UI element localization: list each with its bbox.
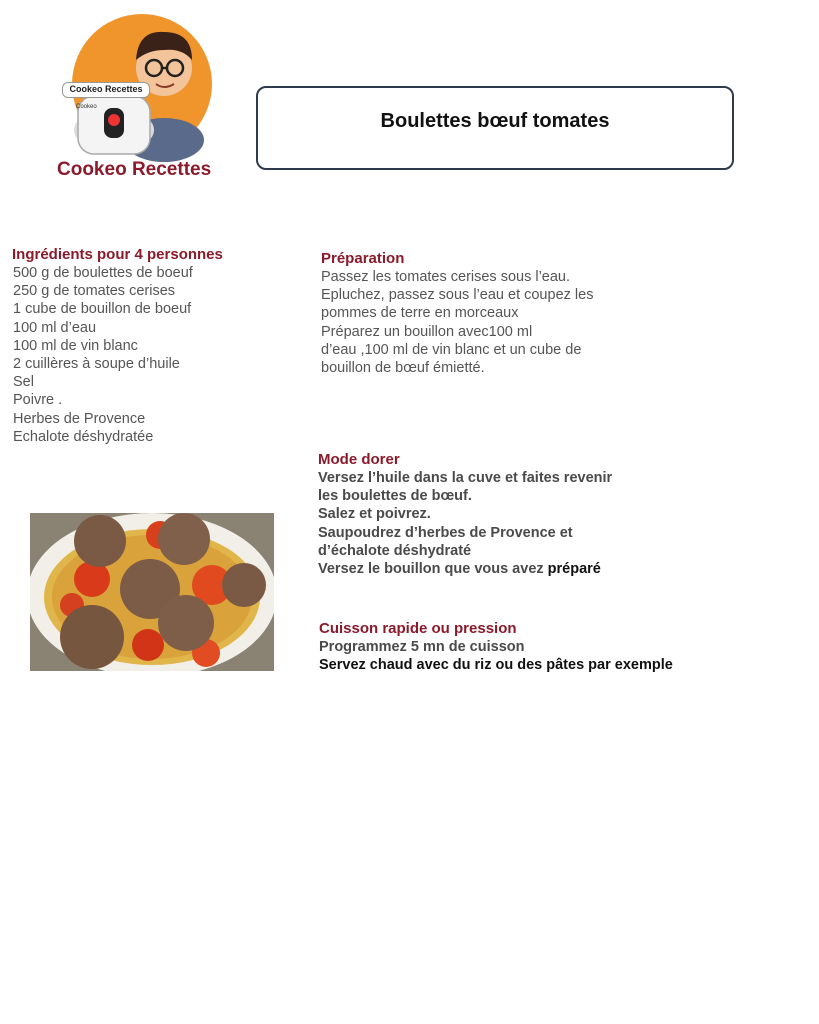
logo-badge [62,82,150,98]
ingredients-heading: Ingrédients pour 4 personnes [12,246,223,263]
preparation-line: pommes de terre en morceaux [321,305,519,322]
mode-dorer-line: d’échalote déshydraté [318,542,472,559]
logo-device-text: Cookeo [76,104,97,110]
mode-dorer-line: Salez et poivrez. [318,506,431,523]
preparation-line: bouillon de bœuf émietté. [321,360,485,377]
ingredient-item: 100 ml de vin blanc [13,337,138,354]
ingredient-item: Poivre . [13,392,63,409]
ingredient-item: Echalote déshydratée [13,428,154,445]
mode-dorer-text [318,469,612,578]
cuisson-heading: Cuisson rapide ou pression [319,620,517,637]
recipe-title-box [256,86,734,170]
preparation-heading: Préparation [321,250,405,267]
cuisson-line: Servez chaud avec du riz ou des pâtes par exemple [319,657,673,674]
mode-dorer-heading: Mode dorer [318,451,400,468]
ingredient-item: 500 g de boulettes de boeuf [13,265,193,281]
mode-dorer-line: Saupoudrez d’herbes de Provence et [318,524,573,541]
ingredient-item: 250 g de tomates cerises [13,283,176,300]
recipe-title: Boulettes bœuf tomates [380,110,610,132]
preparation-text [321,268,593,377]
preparation-line: Passez les tomates cerises sous l’eau. [321,269,571,285]
mode-dorer-last-end: préparé [547,561,601,578]
ingredients-list [13,264,193,446]
cuisson-text [319,638,673,674]
dish-illustration [30,513,274,671]
mode-dorer-line: les boulettes de bœuf. [318,488,472,505]
cuisson-line: Programmez 5 mn de cuisson [319,639,525,655]
ingredient-item: Sel [13,374,34,391]
ingredient-item: 1 cube de bouillon de boeuf [13,301,192,318]
ingredient-item: 2 cuillères à soupe d’huile [13,356,180,373]
ingredient-item: 100 ml d’eau [13,319,97,336]
mode-dorer-last-start: Versez le bouillon que vous avez [318,561,548,578]
preparation-line: Epluchez, passez sous l’eau et coupez les [321,287,594,304]
mode-dorer-last-line [318,560,612,578]
preparation-line: d’eau ,100 ml de vin blanc et un cube de [321,341,582,358]
mode-dorer-line: Versez l’huile dans la cuve et faites revenir [318,470,613,486]
preparation-line: Préparez un bouillon avec100 ml [321,323,533,340]
dish-photo [30,513,274,671]
logo-badge-text: Cookeo Recettes [69,84,143,94]
brand-name: Cookeo Recettes [57,159,212,180]
ingredient-item: Herbes de Provence [13,410,146,427]
